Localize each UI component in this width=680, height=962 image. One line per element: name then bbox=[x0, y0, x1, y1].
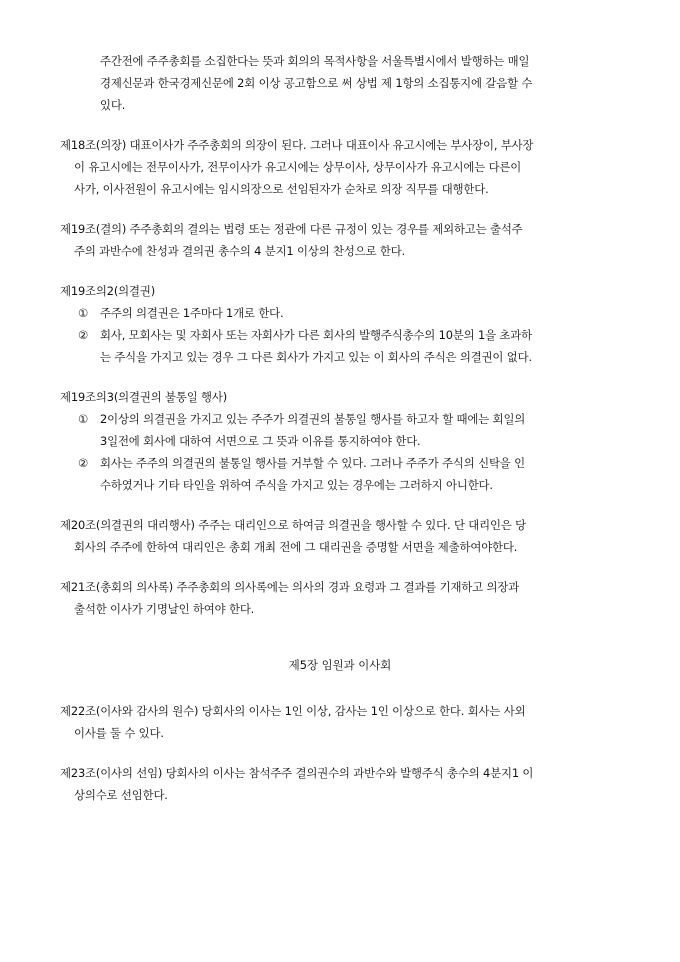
article-line: 주의 과반수에 찬성과 결의권 총수의 4 분지1 이상의 찬성으로 한다. bbox=[74, 244, 406, 258]
paragraph-line: 있다. bbox=[100, 98, 126, 112]
paragraph-line: 주간전에 주주총회를 소집한다는 뜻과 회의의 목적사항을 서울특별시에서 발행하는 매일 bbox=[100, 54, 530, 68]
article-line: 제22조(이사와 감사의 원수) 당회사의 이사는 1인 이상, 감사는 1인 이상으로 한다. 회사는 사외 bbox=[60, 704, 526, 718]
paragraph-line: 경제신문과 한국경제신문에 2회 이상 공고함으로 써 상법 제 1항의 소집통지에 갈음할 수 bbox=[100, 76, 533, 90]
item-text: 2이상의 의결권을 가지고 있는 주주가 의결권의 불통일 행사를 하고자 할 때에는 회일의 bbox=[100, 412, 526, 426]
list-item bbox=[78, 324, 532, 346]
list-item bbox=[78, 302, 284, 324]
article-line: 이사를 둘 수 있다. bbox=[74, 726, 164, 740]
article-line: 이 유고시에는 전무이사가, 전무이사가 유고시에는 상무이사, 상무이사가 유고시에는 다른이 bbox=[74, 160, 522, 174]
list-item bbox=[78, 408, 525, 430]
article-title: 제19조의3(의결권의 불통일 행사) bbox=[60, 390, 228, 404]
article-line: 회사의 주주에 한하여 대리인은 총회 개최 전에 그 대리권을 증명할 서면을 제출하여야한다. bbox=[74, 540, 518, 554]
chapter-heading: 제5장 임원과 이사회 bbox=[288, 658, 392, 672]
article-line: 상의수로 선임한다. bbox=[74, 788, 168, 802]
article-line: 사가, 이사전원이 유고시에는 임시의장으로 선임된자가 순차로 의장 직무를 대행한다. bbox=[74, 182, 489, 196]
article-line: 제18조(의장) 대표이사가 주주총회의 의장이 된다. 그러나 대표이사 유고시에는 부사장이, 부사장 bbox=[60, 138, 534, 152]
article-line: 제21조(총회의 의사록) 주주총회의 의사록에는 의사의 경과 요령과 그 결과를 기재하고 의장과 bbox=[60, 580, 520, 594]
article-title: 제19조의2(의결권) bbox=[60, 284, 155, 298]
item-text: 회사, 모회사는 및 자회사 또는 자회사가 다른 회사의 발행주식총수의 10분의 1을 초과하 bbox=[100, 328, 532, 342]
item-number: ① bbox=[78, 306, 89, 320]
list-item bbox=[78, 452, 525, 474]
item-text-continued: 는 주식을 가지고 있는 경우 그 다른 회사가 가지고 있는 이 회사의 주식은 의결권이 없다. bbox=[100, 350, 532, 364]
item-text-continued: 수하였거나 기타 타인을 위하여 주식을 가지고 있는 경우에는 그러하지 아니한다. bbox=[100, 478, 493, 492]
article-line: 제23조(이사의 선임) 당회사의 이사는 참석주주 결의권수의 과반수와 발행주식 총수의 4분지1 이 bbox=[60, 766, 534, 780]
article-line: 출석한 이사가 기명날인 하여야 한다. bbox=[74, 602, 255, 616]
article-line: 제20조(의결권의 대리행사) 주주는 대리인으로 하여금 의결권을 행사할 수 있다. 단 대리인은 당 bbox=[60, 518, 527, 532]
item-number: ① bbox=[78, 412, 89, 426]
item-number: ② bbox=[78, 456, 89, 470]
item-text: 회사는 주주의 의결권의 불통일 행사를 거부할 수 있다. 그러나 주주가 주식의 신탁을 인 bbox=[100, 456, 525, 470]
item-number: ② bbox=[78, 328, 89, 342]
item-text: 주주의 의결권은 1주마다 1개로 한다. bbox=[100, 306, 284, 320]
item-text-continued: 3일전에 회사에 대하여 서면으로 그 뜻과 이유를 통지하여야 한다. bbox=[100, 434, 421, 448]
article-line: 제19조(결의) 주주총회의 결의는 법령 또는 정관에 다른 규정이 있는 경우를 제외하고는 출석주 bbox=[60, 222, 523, 236]
